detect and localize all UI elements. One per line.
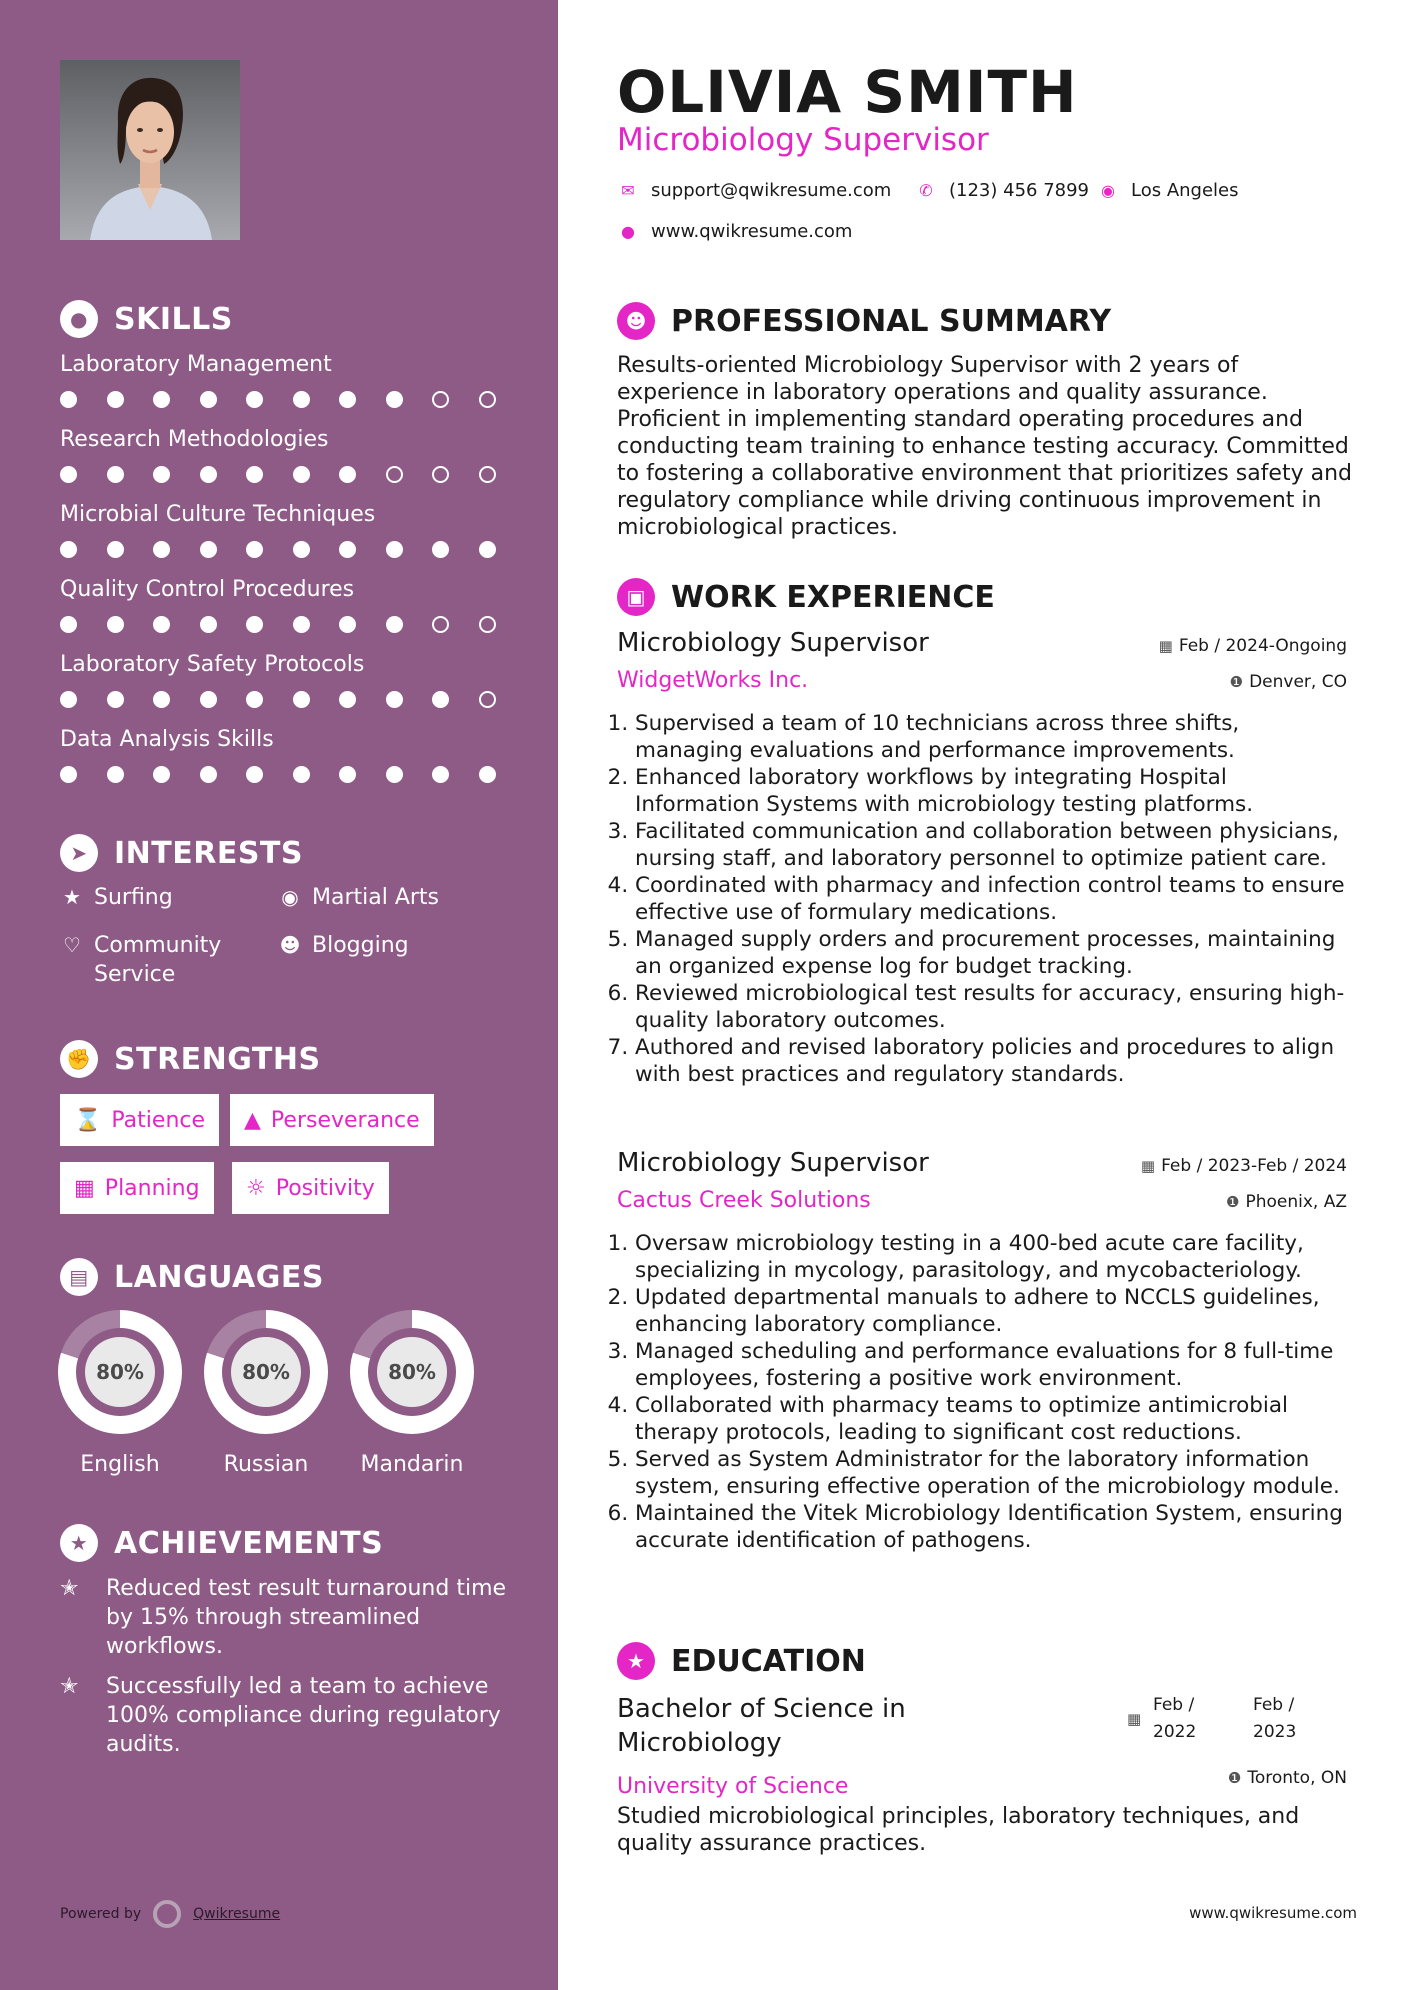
skill-item: [60, 727, 510, 783]
degree: Bachelor of Science in Microbiology: [617, 1694, 906, 1758]
skill-rating: [60, 616, 510, 633]
rating-dot-filled: [432, 691, 449, 708]
education-heading: ★ EDUCATION: [617, 1642, 866, 1680]
job-duties-list: [617, 710, 1352, 1088]
rating-dot-filled: [107, 466, 124, 483]
user-icon: ☻: [617, 302, 655, 340]
skill-rating: [60, 691, 510, 708]
skill-rating: [60, 466, 510, 483]
education-entry: [617, 1692, 1347, 1799]
phone-contact: [915, 180, 1089, 201]
rating-dot-filled: [107, 391, 124, 408]
strength-tag: ▦ Planning: [60, 1162, 214, 1214]
skill-name: Laboratory Safety Protocols: [60, 652, 365, 677]
trophy-star-icon: ✭: [60, 1576, 79, 1601]
rating-dot-empty: [386, 466, 403, 483]
duty-item: 5. Managed supply orders and procurement processes, maintaining an organized expense log for budget tracking.: [635, 926, 1352, 980]
pin-icon: ❶: [1227, 1769, 1242, 1787]
calendar-icon: ▦: [74, 1175, 95, 1201]
interest-item: ★ Surfing: [60, 884, 260, 913]
hourglass-icon: ⌛: [74, 1107, 102, 1133]
language-level: 80%: [85, 1337, 155, 1407]
globe-icon: ●: [621, 222, 635, 241]
portrait-image: [60, 60, 240, 240]
strength-tag: ▲ Perseverance: [230, 1094, 434, 1146]
duty-item: 4. Coordinated with pharmacy and infection control teams to ensure effective use of formulary medications.: [635, 872, 1352, 926]
rating-dot-filled: [293, 766, 310, 783]
footer-url[interactable]: www.qwikresume.com: [1189, 1904, 1357, 1922]
rating-dot-filled: [200, 541, 217, 558]
summary-text: Results-oriented Microbiology Supervisor with 2 years of experience in laboratory operations and quality assurance. Proficient in implementing standard operating procedures and conducting team training to enhance testing accuracy. Committed to fostering a collaborative environment that prioritizes safety and regulatory compliance while driving continuous improvement in microbiological practices.: [617, 353, 1352, 540]
school: University of Science: [617, 1774, 849, 1799]
rating-dot-filled: [200, 616, 217, 633]
profile-photo: [60, 60, 240, 240]
skill-item: [60, 427, 510, 483]
duty-item: 1. Oversaw microbiology testing in a 400-bed acute care facility, specializing in mycology, parasitology, and mycobacteriology.: [635, 1230, 1352, 1284]
rating-dot-filled: [107, 691, 124, 708]
duty-item: 5. Served as System Administrator for the laboratory information system, ensuring effective operation of the microbiology module.: [635, 1446, 1352, 1500]
rating-dot-filled: [479, 541, 496, 558]
education-start-date: Feb / 2022: [1153, 1695, 1197, 1742]
job-company: Cactus Creek Solutions: [617, 1188, 871, 1213]
interest-item: ◉ Martial Arts: [278, 884, 518, 913]
rating-dot-filled: [293, 541, 310, 558]
rating-dot-filled: [153, 766, 170, 783]
duty-item: 1. Supervised a team of 10 technicians across three shifts, managing evaluations and performance improvements.: [635, 710, 1352, 764]
rating-dot-filled: [432, 766, 449, 783]
rating-dot-filled: [60, 691, 77, 708]
rating-dot-filled: [339, 541, 356, 558]
graduate-icon: ★: [617, 1642, 655, 1680]
rating-dot-filled: [339, 691, 356, 708]
duty-item: 2. Enhanced laboratory workflows by integrating Hospital Information Systems with microbiology testing platforms.: [635, 764, 1352, 818]
rating-dot-filled: [339, 391, 356, 408]
rating-dot-empty: [479, 391, 496, 408]
candidate-name: OLIVIA SMITH: [617, 58, 1078, 126]
calendar-icon: ▦: [1127, 1710, 1142, 1728]
rating-dot-filled: [60, 391, 77, 408]
language-item: [350, 1310, 474, 1477]
language-item: [204, 1310, 328, 1477]
rating-dot-empty: [432, 466, 449, 483]
rating-dot-filled: [386, 541, 403, 558]
rating-dot-filled: [153, 691, 170, 708]
envelope-icon: ✉: [621, 181, 635, 200]
location-text: Los Angeles: [1131, 180, 1239, 201]
education-end-date: Feb / 2023: [1253, 1695, 1297, 1742]
calendar-icon: ▦: [1140, 1157, 1156, 1175]
job-company: WidgetWorks Inc.: [617, 668, 809, 693]
language-icon: ▤: [60, 1258, 98, 1296]
rating-dot-filled: [246, 691, 263, 708]
duty-item: 3. Facilitated communication and collaboration between physicians, nursing staff, and laboratory personnel to optimize patient care.: [635, 818, 1352, 872]
website-contact: [617, 221, 852, 242]
rating-dot-filled: [386, 766, 403, 783]
job-role: Microbiology Supervisor: [617, 628, 929, 658]
language-progress-ring: [58, 1310, 182, 1434]
rating-dot-filled: [246, 541, 263, 558]
rating-dot-filled: [60, 541, 77, 558]
skill-name: Data Analysis Skills: [60, 727, 274, 752]
strengths-heading: ✊ STRENGTHS: [60, 1040, 321, 1078]
rating-dot-empty: [479, 691, 496, 708]
achievements-heading: ★ ACHIEVEMENTS: [60, 1524, 383, 1562]
interest-item: ☻ Blogging: [278, 932, 518, 961]
star-badge-icon: ★: [60, 1524, 98, 1562]
skill-item: [60, 352, 510, 408]
rating-dot-filled: [293, 466, 310, 483]
paper-plane-icon: ➤: [60, 834, 98, 872]
rating-dot-filled: [107, 766, 124, 783]
duty-item: 6. Reviewed microbiological test results for accuracy, ensuring high-quality laboratory outcomes.: [635, 980, 1352, 1034]
rating-dot-filled: [386, 691, 403, 708]
rating-dot-filled: [200, 391, 217, 408]
skills-heading: ● SKILLS: [60, 300, 233, 338]
skill-rating: [60, 766, 510, 783]
road-icon: ▲: [244, 1107, 261, 1133]
skill-item: [60, 502, 510, 558]
rating-dot-filled: [153, 466, 170, 483]
interest-item: ♡ Community Service: [60, 932, 240, 989]
rating-dot-filled: [200, 766, 217, 783]
rating-dot-filled: [107, 541, 124, 558]
language-name: Mandarin: [360, 1452, 464, 1477]
sidebar: [0, 0, 558, 1990]
rating-dot-filled: [386, 616, 403, 633]
skill-name: Laboratory Management: [60, 352, 332, 377]
rating-dot-filled: [293, 691, 310, 708]
job-entry-header: [617, 628, 1347, 693]
rating-dot-filled: [339, 466, 356, 483]
interests-heading: ➤ INTERESTS: [60, 834, 303, 872]
rating-dot-filled: [386, 391, 403, 408]
sun-icon: ☼: [246, 1175, 266, 1201]
map-pin-icon: ◉: [1101, 181, 1115, 200]
language-progress-ring: [350, 1310, 474, 1434]
candidate-title: Microbiology Supervisor: [617, 122, 989, 158]
skill-item: [60, 652, 510, 708]
duty-item: 2. Updated departmental manuals to adhere to NCCLS guidelines, enhancing laboratory compliance.: [635, 1284, 1352, 1338]
education-location: ❶ Toronto, ON: [1227, 1768, 1347, 1788]
rating-dot-filled: [200, 466, 217, 483]
skill-rating: [60, 391, 510, 408]
fist-icon: ✊: [60, 1040, 98, 1078]
strength-tag: ☼ Positivity: [232, 1162, 389, 1214]
star-icon: ★: [63, 885, 81, 909]
rating-dot-empty: [479, 616, 496, 633]
language-level: 80%: [377, 1337, 447, 1407]
brand-link[interactable]: Qwikresume: [193, 1906, 281, 1922]
rating-dot-filled: [153, 541, 170, 558]
strength-tag: ⌛ Patience: [60, 1094, 219, 1146]
rating-dot-filled: [60, 616, 77, 633]
rating-dot-filled: [107, 616, 124, 633]
rating-dot-empty: [432, 391, 449, 408]
rating-dot-filled: [293, 391, 310, 408]
rating-dot-filled: [60, 466, 77, 483]
skill-name: Quality Control Procedures: [60, 577, 355, 602]
experience-heading: ▣ WORK EXPERIENCE: [617, 578, 995, 616]
skill-rating: [60, 541, 510, 558]
rating-dot-filled: [339, 766, 356, 783]
education-description: Studied microbiological principles, laboratory techniques, and quality assurance practices.: [617, 1804, 1300, 1856]
achievement-item: ✭ Reduced test result turnaround time by 15% through streamlined workflows.: [60, 1574, 510, 1661]
skill-item: [60, 577, 510, 633]
website-link[interactable]: www.qwikresume.com: [651, 221, 853, 242]
pin-icon: ❶: [1229, 673, 1244, 691]
powered-by: Powered by Qwikresume: [60, 1900, 280, 1928]
rating-dot-filled: [60, 766, 77, 783]
qwikresume-logo-icon: [153, 1900, 181, 1928]
rating-dot-filled: [432, 541, 449, 558]
achievement-item: ✭ Successfully led a team to achieve 100% compliance during regulatory audits.: [60, 1672, 510, 1759]
globe-icon: ◉: [281, 885, 299, 909]
language-level: 80%: [231, 1337, 301, 1407]
duty-item: 3. Managed scheduling and performance evaluations for 8 full-time employees, fostering a positive work environment.: [635, 1338, 1352, 1392]
skill-name: Microbial Culture Techniques: [60, 502, 376, 527]
job-duties-list: [617, 1230, 1352, 1554]
briefcase-icon: ▣: [617, 578, 655, 616]
skill-name: Research Methodologies: [60, 427, 329, 452]
languages-heading: ▤ LANGUAGES: [60, 1258, 324, 1296]
rating-dot-filled: [293, 616, 310, 633]
language-progress-ring: [204, 1310, 328, 1434]
users-icon: ☻: [279, 933, 301, 957]
job-role: Microbiology Supervisor: [617, 1148, 929, 1178]
rating-dot-filled: [200, 691, 217, 708]
rating-dot-filled: [339, 616, 356, 633]
pin-icon: ❶: [1226, 1193, 1240, 1211]
rating-dot-filled: [246, 466, 263, 483]
job-dates: ▦ Feb / 2023-Feb / 2024: [1140, 1156, 1347, 1176]
job-location: ❶ Phoenix, AZ: [1226, 1192, 1347, 1212]
rating-dot-filled: [246, 616, 263, 633]
email-contact: [617, 180, 891, 201]
job-location: ❶ Denver, CO: [1229, 672, 1347, 692]
duty-item: 4. Collaborated with pharmacy teams to optimize antimicrobial therapy protocols, leading to significant cost reductions.: [635, 1392, 1352, 1446]
phone-icon: ✆: [919, 181, 933, 200]
language-item: [58, 1310, 182, 1477]
job-dates: ▦ Feb / 2024-Ongoing: [1158, 636, 1347, 656]
rating-dot-empty: [479, 466, 496, 483]
calendar-icon: ▦: [1158, 637, 1173, 655]
rating-dot-filled: [153, 391, 170, 408]
duty-item: 7. Authored and revised laboratory policies and procedures to align with best practices and regulatory standards.: [635, 1034, 1352, 1088]
language-name: Russian: [223, 1452, 309, 1477]
email-link[interactable]: support@qwikresume.com: [651, 180, 892, 201]
phone-text: (123) 456 7899: [949, 180, 1090, 201]
trophy-star-icon: ✭: [60, 1674, 79, 1699]
lightbulb-icon: ●: [60, 300, 98, 338]
job-entry-header: [617, 1148, 1347, 1213]
hand-icon: ♡: [63, 933, 81, 957]
rating-dot-empty: [432, 616, 449, 633]
location-contact: [1097, 180, 1239, 201]
rating-dot-filled: [153, 616, 170, 633]
rating-dot-filled: [246, 391, 263, 408]
duty-item: 6. Maintained the Vitek Microbiology Identification System, ensuring accurate identification of pathogens.: [635, 1500, 1352, 1554]
summary-heading: ☻ PROFESSIONAL SUMMARY: [617, 302, 1111, 340]
rating-dot-filled: [246, 766, 263, 783]
rating-dot-filled: [479, 766, 496, 783]
language-name: English: [80, 1452, 160, 1477]
